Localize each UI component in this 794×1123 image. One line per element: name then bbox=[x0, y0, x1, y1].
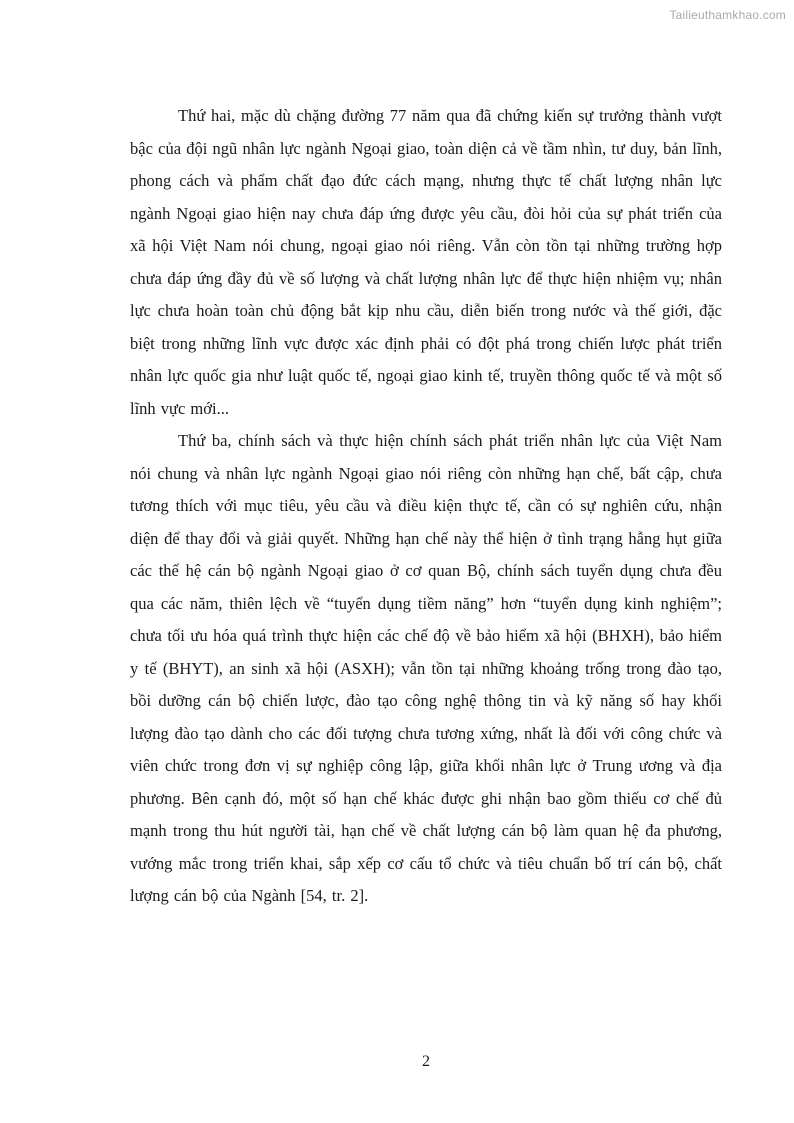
page-body bbox=[130, 100, 722, 913]
watermark-text: Tailieuthamkhao.com bbox=[669, 8, 786, 22]
paragraph: Thứ hai, mặc dù chặng đường 77 năm qua đã chứng kiến sự trưởng thành vượt bậc của đội ngũ nhân lực ngành Ngoại giao, toàn diện cả về tầm nhìn, tư duy, bản lĩnh, phong cách và phẩm chất đạo đức cách mạng, nhưng thực tế chất lượng nhân lực ngành Ngoại giao hiện nay chưa đáp ứng được yêu cầu, đòi hỏi của sự phát triển của xã hội Việt Nam nói chung, ngoại giao nói riêng. Vẫn còn tồn tại những trường hợp chưa đáp ứng đầy đủ về số lượng và chất lượng nhân lực để thực hiện nhiệm vụ; nhân lực chưa hoàn toàn chủ động bắt kịp nhu cầu, diễn biến trong nước và thế giới, đặc biệt trong những lĩnh vực được xác định phải có đột phá trong chiến lược phát triển nhân lực quốc gia như luật quốc tế, ngoại giao kinh tế, truyền thông quốc tế và một số lĩnh vực mới... bbox=[130, 106, 722, 418]
page-number: 2 bbox=[422, 1053, 430, 1070]
paragraph: Thứ ba, chính sách và thực hiện chính sách phát triển nhân lực của Việt Nam nói chung và nhân lực ngành Ngoại giao nói riêng còn những hạn chế, bất cập, chưa tương thích với mục tiêu, yêu cầu và điều kiện thực tế, cần có sự nghiên cứu, nhận diện để thay đổi và giải quyết. Những hạn chế này thể hiện ở tình trạng hẫng hụt giữa các thế hệ cán bộ ngành Ngoại giao ở cơ quan Bộ, chính sách tuyển dụng chưa đều qua các năm, thiên lệch về “tuyển dụng tiềm năng” hơn “tuyển dụng kinh nghiệm”; chưa tối ưu hóa quá trình thực hiện các chế độ về bảo hiểm xã hội (BHXH), bảo hiểm y tế (BHYT), an sinh xã hội (ASXH); vẫn tồn tại những khoảng trống trong đào tạo, bồi dưỡng cán bộ chiến lược, đào tạo công nghệ thông tin và kỹ năng số hay khối lượng đào tạo dành cho các đối tượng chưa tương xứng, nhất là đối với công chức và viên chức trong đơn vị sự nghiệp công lập, giữa khối nhân lực ở Trung ương và địa phương. Bên cạnh đó, một số hạn chế khác được ghi nhận bao gồm thiếu cơ chế đủ mạnh trong thu hút người tài, hạn chế về chất lượng cán bộ làm quan hệ đa phương, vướng mắc trong triển khai, sắp xếp cơ cấu tổ chức và tiêu chuẩn bố trí cán bộ, chất lượng cán bộ của Ngành [54, tr. 2]. bbox=[130, 431, 722, 905]
